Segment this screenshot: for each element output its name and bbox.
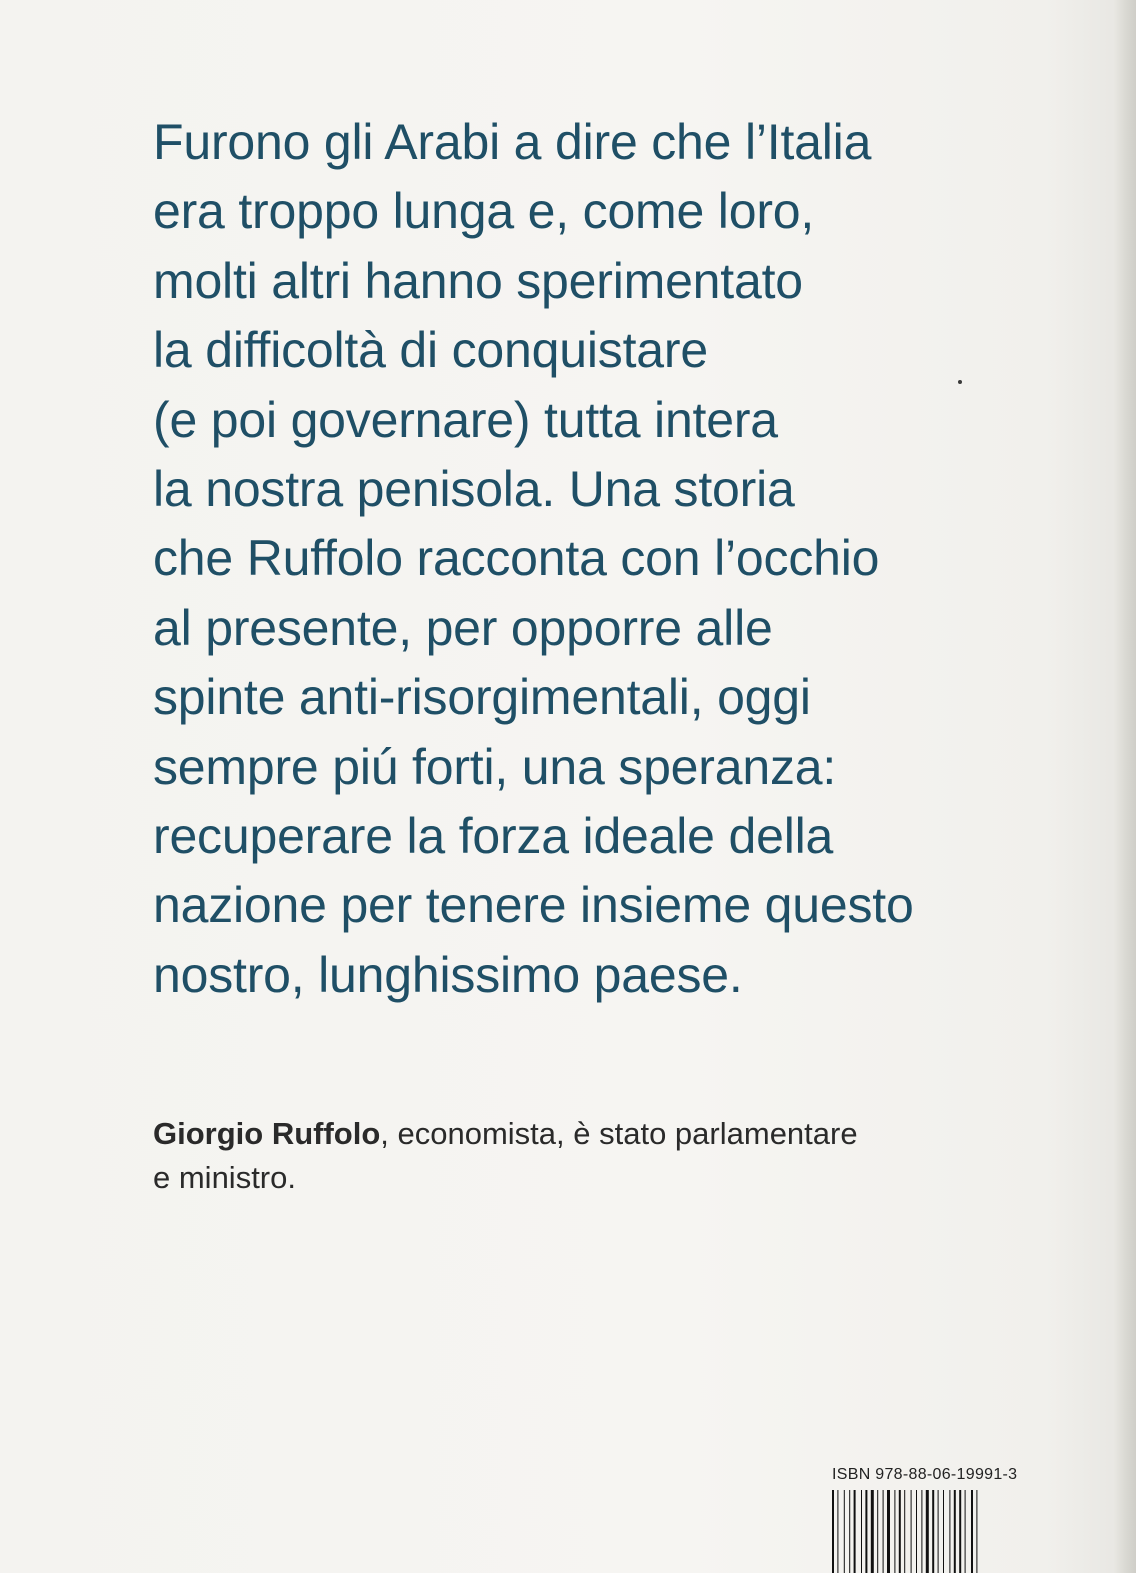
blurb-line: nazione per tenere insieme questo	[153, 877, 914, 934]
cover-edge	[1114, 0, 1136, 1573]
blurb-line: era troppo lunga e, come loro,	[153, 183, 815, 240]
blurb-line: Furono gli Arabi a dire che l’Italia	[153, 114, 872, 170]
blurb-line: nostro, lunghissimo paese.	[153, 946, 743, 1003]
author-bio	[153, 1112, 1033, 1200]
blurb-line: sempre piú forti, una speranza:	[153, 738, 837, 795]
author-bio-text: , economista, è stato parlamentare	[380, 1116, 858, 1151]
blurb-line: la difficoltà di conquistare	[153, 322, 708, 379]
author-bio-line: e ministro.	[153, 1160, 296, 1195]
blurb-line: la nostra penisola. Una storia	[153, 461, 795, 518]
blurb-line: molti altri hanno sperimentato	[153, 252, 803, 309]
author-name: Giorgio Ruffolo	[153, 1116, 381, 1151]
print-speck	[958, 380, 962, 384]
author-bio-line	[153, 1112, 1033, 1156]
blurb-line: recuperare la forza ideale della	[153, 808, 834, 865]
blurb-text	[153, 108, 1093, 1010]
blurb-line: al presente, per opporre alle	[153, 599, 773, 656]
barcode	[830, 1490, 1056, 1573]
isbn-label: ISBN 978-88-06-19991-3	[832, 1466, 1018, 1483]
blurb-line: che Ruffolo racconta con l’occhio	[153, 530, 880, 587]
blurb-line: spinte anti-risorgimentali, oggi	[153, 669, 811, 726]
blurb-line: (e poi governare) tutta intera	[153, 391, 778, 448]
